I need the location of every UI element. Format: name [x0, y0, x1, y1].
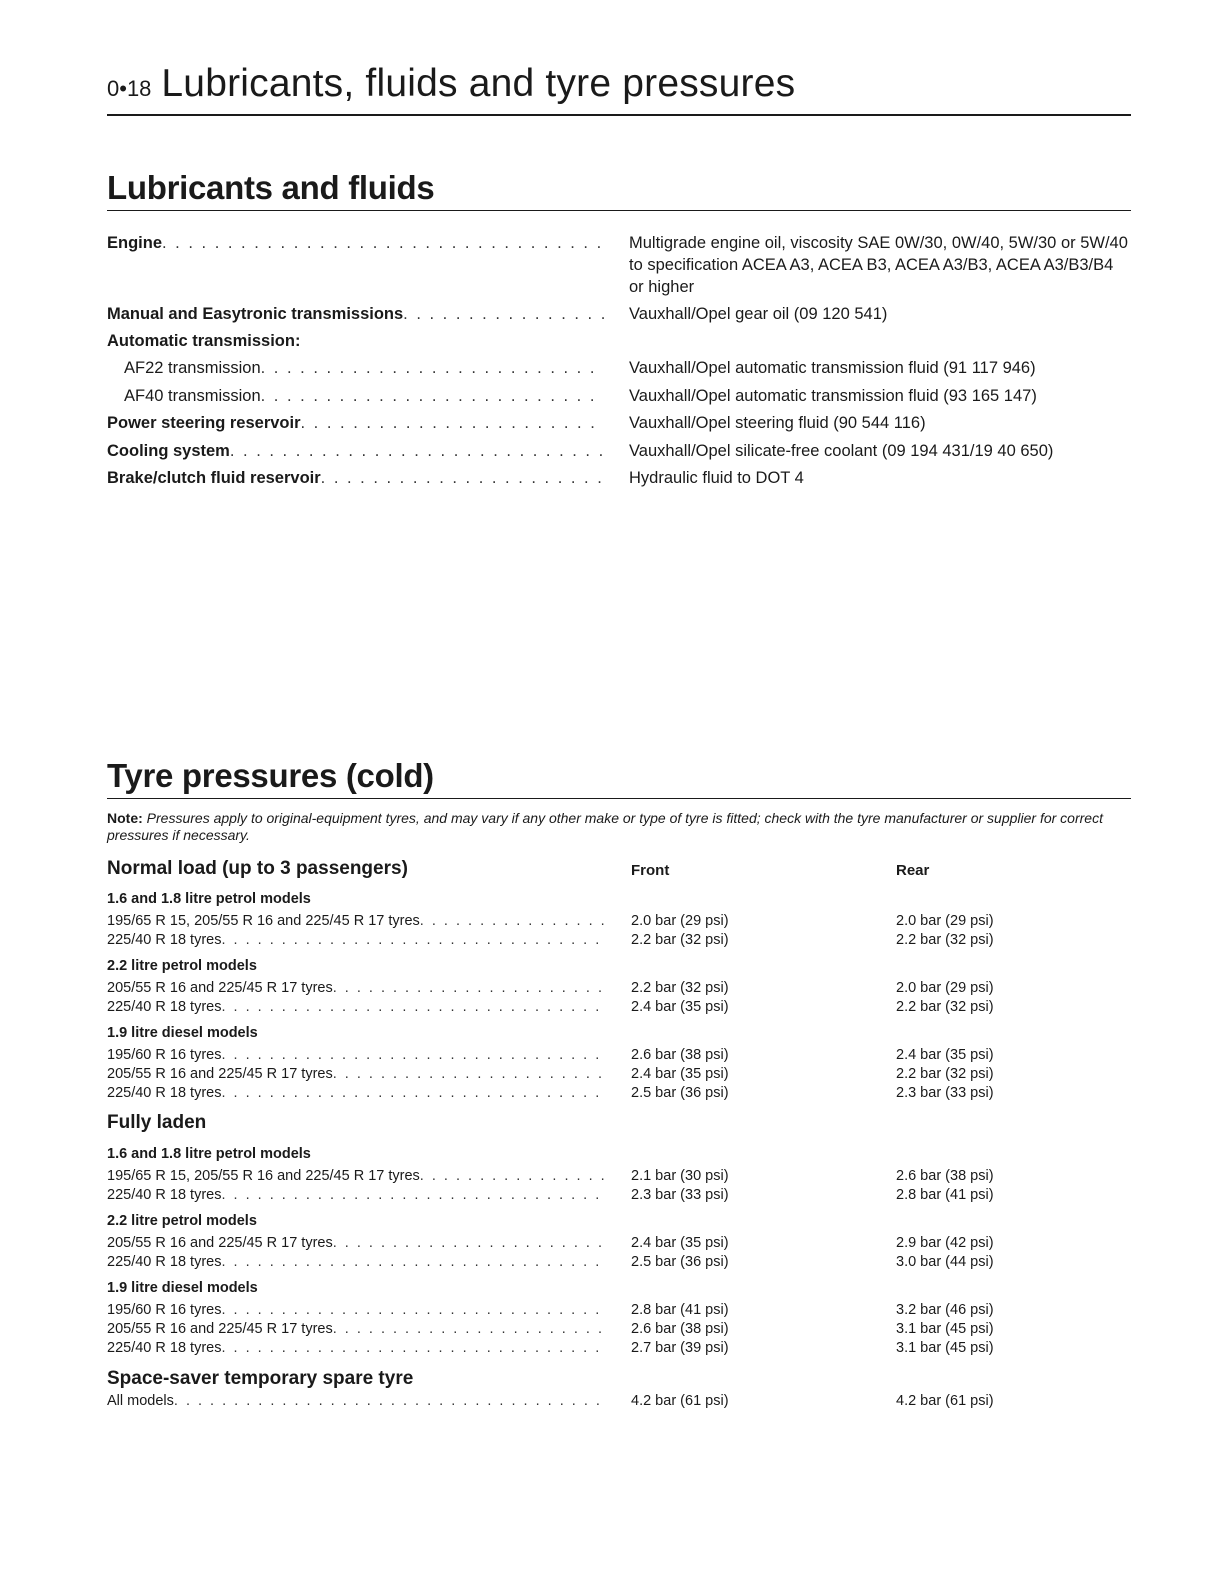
tyre-row — [107, 1392, 1131, 1411]
rear-pressure: 3.2 bar (46 psi) — [896, 1302, 994, 1318]
tyre-row — [107, 1065, 1131, 1084]
rear-pressure: 2.2 bar (32 psi) — [896, 999, 994, 1015]
rear-pressure: 2.6 bar (38 psi) — [896, 1168, 994, 1184]
lubricant-label: Engine — [107, 234, 163, 252]
lubricant-label: AF22 transmission — [124, 359, 261, 377]
lubricant-label: Cooling system — [107, 442, 230, 460]
tyre-note — [107, 810, 1137, 844]
tyre-row — [107, 1046, 1131, 1065]
rear-pressure: 3.1 bar (45 psi) — [896, 1340, 994, 1356]
model-subheading: 1.9 litre diesel models — [107, 1280, 258, 1296]
lubricant-row-brake — [107, 467, 1131, 489]
column-rear: Rear — [896, 862, 930, 879]
tyre-size: 225/40 R 18 tyres — [107, 932, 222, 948]
lubricants-heading: Lubricants and fluids — [107, 166, 1131, 211]
rear-pressure: 3.0 bar (44 psi) — [896, 1254, 994, 1270]
tyre-row — [107, 1339, 1131, 1358]
front-pressure: 2.2 bar (32 psi) — [631, 980, 729, 996]
tyre-row — [107, 931, 1131, 950]
rear-pressure: 2.4 bar (35 psi) — [896, 1047, 994, 1063]
tyre-size: 225/40 R 18 tyres — [107, 1340, 222, 1356]
lubricant-row-transmission — [107, 303, 1131, 325]
lubricant-value: Multigrade engine oil, viscosity SAE 0W/30, 0W/40, 5W/30 or 5W/40 to specification ACEA A3, ACEA B3, ACEA A3/B3, ACEA A3/B3/B4 or higher — [629, 234, 1128, 296]
lubricant-value: Vauxhall/Opel automatic transmission fluid (91 117 946) — [629, 359, 1036, 377]
rear-pressure: 4.2 bar (61 psi) — [896, 1393, 994, 1409]
lubricant-row-automatic — [107, 330, 1131, 352]
tyre-row — [107, 1301, 1131, 1320]
page-header — [107, 62, 1131, 116]
front-pressure: 2.4 bar (35 psi) — [631, 999, 729, 1015]
column-front: Front — [631, 862, 670, 879]
lubricant-value: Vauxhall/Opel gear oil (09 120 541) — [629, 305, 888, 323]
lubricant-label: AF40 transmission — [124, 387, 261, 405]
front-pressure: 4.2 bar (61 psi) — [631, 1393, 729, 1409]
rear-pressure: 3.1 bar (45 psi) — [896, 1321, 994, 1337]
front-pressure: 2.5 bar (36 psi) — [631, 1085, 729, 1101]
tyre-size: All models — [107, 1393, 174, 1409]
tyre-size: 195/60 R 16 tyres — [107, 1302, 222, 1318]
tyre-row — [107, 998, 1131, 1017]
lubricant-value: Hydraulic fluid to DOT 4 — [629, 469, 804, 487]
rear-pressure: 2.0 bar (29 psi) — [896, 980, 994, 996]
rear-pressure: 2.9 bar (42 psi) — [896, 1235, 994, 1251]
lubricant-value: Vauxhall/Opel silicate-free coolant (09 194 431/19 40 650) — [629, 442, 1054, 460]
tyre-size: 195/65 R 15, 205/55 R 16 and 225/45 R 17 tyres — [107, 913, 420, 929]
model-subheading: 1.6 and 1.8 litre petrol models — [107, 1146, 311, 1162]
front-pressure: 2.4 bar (35 psi) — [631, 1066, 729, 1082]
tyre-size: 195/60 R 16 tyres — [107, 1047, 222, 1063]
tyre-row — [107, 1253, 1131, 1272]
model-subheading: 2.2 litre petrol models — [107, 958, 257, 974]
lubricant-row-power-steering — [107, 412, 1131, 434]
tyre-size: 225/40 R 18 tyres — [107, 999, 222, 1015]
tyre-row — [107, 1320, 1131, 1339]
tyre-size: 205/55 R 16 and 225/45 R 17 tyres — [107, 980, 333, 996]
tyre-row — [107, 1084, 1131, 1103]
front-pressure: 2.5 bar (36 psi) — [631, 1254, 729, 1270]
front-pressure: 2.8 bar (41 psi) — [631, 1302, 729, 1318]
lubricant-label: Power steering reservoir — [107, 414, 301, 432]
page-title: Lubricants, fluids and tyre pressures — [161, 62, 796, 105]
front-pressure: 2.2 bar (32 psi) — [631, 932, 729, 948]
tyre-row — [107, 912, 1131, 931]
lubricant-label: Manual and Easytronic transmissions — [107, 305, 404, 323]
rear-pressure: 2.0 bar (29 psi) — [896, 913, 994, 929]
page-number: 0•18 — [107, 76, 152, 101]
lubricant-label: Brake/clutch fluid reservoir — [107, 469, 321, 487]
model-subheading: 1.6 and 1.8 litre petrol models — [107, 891, 311, 907]
front-pressure: 2.7 bar (39 psi) — [631, 1340, 729, 1356]
tyre-size: 205/55 R 16 and 225/45 R 17 tyres — [107, 1066, 333, 1082]
tyre-size: 205/55 R 16 and 225/45 R 17 tyres — [107, 1235, 333, 1251]
note-text: Pressures apply to original-equipment tyres, and may vary if any other make or type of tyre is fitted; check with the tyre manufacturer or supplier for correct pressures if necessary. — [107, 810, 1103, 843]
tyre-row — [107, 1186, 1131, 1205]
front-pressure: 2.3 bar (33 psi) — [631, 1187, 729, 1203]
front-pressure: 2.4 bar (35 psi) — [631, 1235, 729, 1251]
tyre-row — [107, 1234, 1131, 1253]
rear-pressure: 2.8 bar (41 psi) — [896, 1187, 994, 1203]
lubricant-value: Vauxhall/Opel automatic transmission fluid (93 165 147) — [629, 387, 1037, 405]
tyre-size: 205/55 R 16 and 225/45 R 17 tyres — [107, 1321, 333, 1337]
group-fully-laden: Fully laden — [107, 1112, 207, 1133]
lubricant-label: Automatic transmission: — [107, 332, 301, 350]
front-pressure: 2.0 bar (29 psi) — [631, 913, 729, 929]
tyre-size: 195/65 R 15, 205/55 R 16 and 225/45 R 17 tyres — [107, 1168, 420, 1184]
group-spare-tyre: Space-saver temporary spare tyre — [107, 1368, 414, 1389]
model-subheading: 2.2 litre petrol models — [107, 1213, 257, 1229]
lubricant-row-engine — [107, 232, 1131, 298]
front-pressure: 2.1 bar (30 psi) — [631, 1168, 729, 1184]
rear-pressure: 2.2 bar (32 psi) — [896, 1066, 994, 1082]
lubricant-row-af22 — [107, 357, 1131, 379]
lubricant-value: Vauxhall/Opel steering fluid (90 544 116) — [629, 414, 926, 432]
rear-pressure: 2.2 bar (32 psi) — [896, 932, 994, 948]
tyre-size: 225/40 R 18 tyres — [107, 1187, 222, 1203]
tyre-size: 225/40 R 18 tyres — [107, 1085, 222, 1101]
group-normal-load: Normal load (up to 3 passengers) — [107, 858, 408, 879]
tyre-size: 225/40 R 18 tyres — [107, 1254, 222, 1270]
tyre-row — [107, 1167, 1131, 1186]
lubricant-row-cooling — [107, 440, 1131, 462]
front-pressure: 2.6 bar (38 psi) — [631, 1321, 729, 1337]
tyre-pressures-heading: Tyre pressures (cold) — [107, 754, 1131, 799]
tyre-row — [107, 979, 1131, 998]
lubricant-row-af40 — [107, 385, 1131, 407]
front-pressure: 2.6 bar (38 psi) — [631, 1047, 729, 1063]
rear-pressure: 2.3 bar (33 psi) — [896, 1085, 994, 1101]
model-subheading: 1.9 litre diesel models — [107, 1025, 258, 1041]
note-label: Note: — [107, 810, 143, 826]
